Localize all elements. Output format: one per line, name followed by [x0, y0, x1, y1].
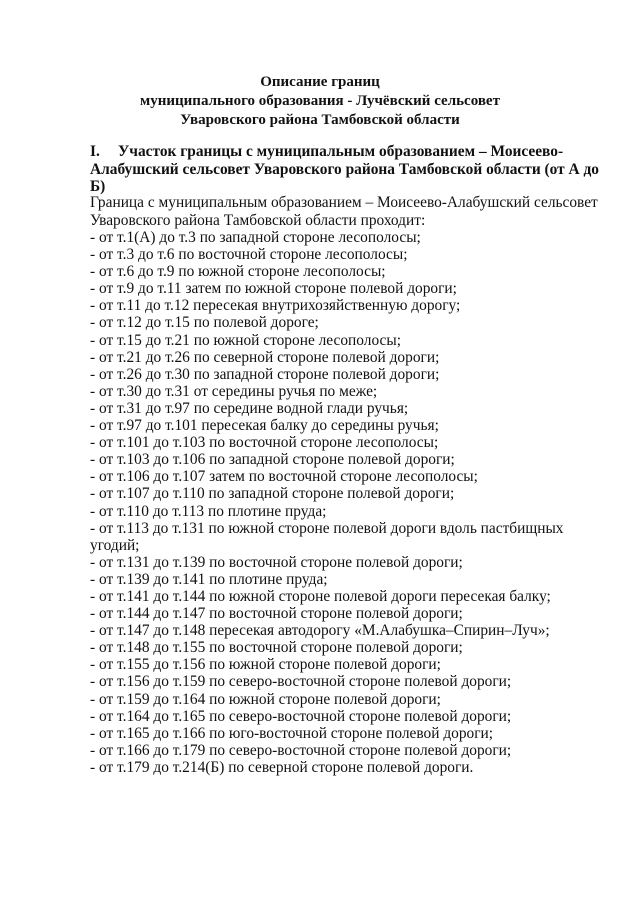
- list-item: - от т.166 до т.179 по северо-восточной стороне полевой дороги;: [90, 741, 512, 759]
- list-item: - от т.97 до т.101 пересекая балку до середины ручья;: [90, 417, 439, 435]
- list-item: - от т.9 до т.11 затем по южной стороне полевой дороги;: [90, 280, 457, 298]
- list-item: - от т.155 до т.156 по южной стороне полевой дороги;: [90, 656, 441, 674]
- title-line-3: Уваровского района Тамбовской области: [180, 112, 460, 128]
- list-item: - от т.6 до т.9 по южной стороне лесополосы;: [90, 263, 386, 281]
- list-item: - от т.179 до т.214(Б) по северной стороне полевой дороги.: [90, 758, 474, 776]
- list-item: - от т.110 до т.113 по плотине пруда;: [90, 502, 327, 520]
- list-item: - от т.30 до т.31 от середины ручья по меже;: [90, 382, 378, 400]
- list-item: - от т.21 до т.26 по северной стороне полевой дороги;: [90, 348, 440, 366]
- section-heading: [90, 143, 610, 196]
- section-number: I.: [90, 143, 100, 160]
- section-heading-text-1: Участок границы с муниципальным образованием – Моисеево-: [118, 143, 564, 160]
- list-item: - от т.103 до т.106 по западной стороне полевой дороги;: [90, 451, 455, 469]
- list-item: - от т.107 до т.110 по западной стороне полевой дороги;: [90, 485, 455, 503]
- document-title: [0, 73, 640, 130]
- list-item: - от т.147 до т.148 пересекая автодорогу «М.Алабушка–Спирин–Луч»;: [90, 622, 550, 640]
- intro-line-1: Граница с муниципальным образованием – Моисеево-Алабушский сельсовет: [90, 194, 598, 211]
- title-line-2: муниципального образования - Лучёвский сельсовет: [140, 93, 500, 109]
- list-item: - от т.148 до т.155 по восточной стороне полевой дороги;: [90, 639, 463, 657]
- list-item: - от т.101 до т.103 по восточной стороне лесополосы;: [90, 434, 439, 452]
- list-item: - от т.141 до т.144 по южной стороне полевой дороги пересекая балку;: [90, 587, 551, 605]
- intro-line-2: Уваровского района Тамбовской области проходит:: [90, 211, 426, 229]
- intro-paragraph: [90, 194, 610, 229]
- title-line-1: Описание границ: [260, 74, 380, 90]
- section-heading-line-3: Б): [90, 178, 106, 195]
- list-item: - от т.156 до т.159 по северо-восточной стороне полевой дороги;: [90, 673, 512, 691]
- list-item: - от т.3 до т.6 по восточной стороне лесополосы;: [90, 246, 408, 264]
- list-item: - от т.144 до т.147 по восточной стороне полевой дороги;: [90, 605, 463, 623]
- list-item: - от т.12 до т.15 по полевой дороге;: [90, 314, 319, 332]
- list-item: - от т.11 до т.12 пересекая внутрихозяйственную дорогу;: [90, 297, 461, 315]
- list-item: - от т.106 до т.107 затем по восточной стороне лесополосы;: [90, 468, 478, 486]
- list-item: - от т.159 до т.164 по южной стороне полевой дороги;: [90, 690, 441, 708]
- boundary-segments-list: [90, 229, 610, 776]
- list-item: - от т.15 до т.21 по южной стороне лесополосы;: [90, 331, 401, 349]
- list-item: - от т.1(А) до т.3 по западной стороне лесополосы;: [90, 229, 421, 246]
- list-item: - от т.139 до т.141 по плотине пруда;: [90, 570, 328, 588]
- section-heading-line-2: Алабушский сельсовет Уваровского района Тамбовской области (от А до: [90, 160, 600, 178]
- list-item: - от т.113 до т.131 по южной стороне полевой дороги вдоль пастбищных: [90, 519, 564, 537]
- section-heading-line-1: [90, 143, 610, 161]
- list-item: - от т.131 до т.139 по восточной стороне полевой дороги;: [90, 553, 463, 571]
- list-item-continuation: угодий;: [90, 536, 140, 554]
- list-item: - от т.26 до т.30 по западной стороне полевой дороги;: [90, 365, 440, 383]
- list-item: - от т.164 до т.165 по северо-восточной стороне полевой дороги;: [90, 707, 512, 725]
- list-item: - от т.165 до т.166 по юго-восточной стороне полевой дороги;: [90, 724, 494, 742]
- list-item: - от т.31 до т.97 по середине водной глади ручья;: [90, 399, 409, 417]
